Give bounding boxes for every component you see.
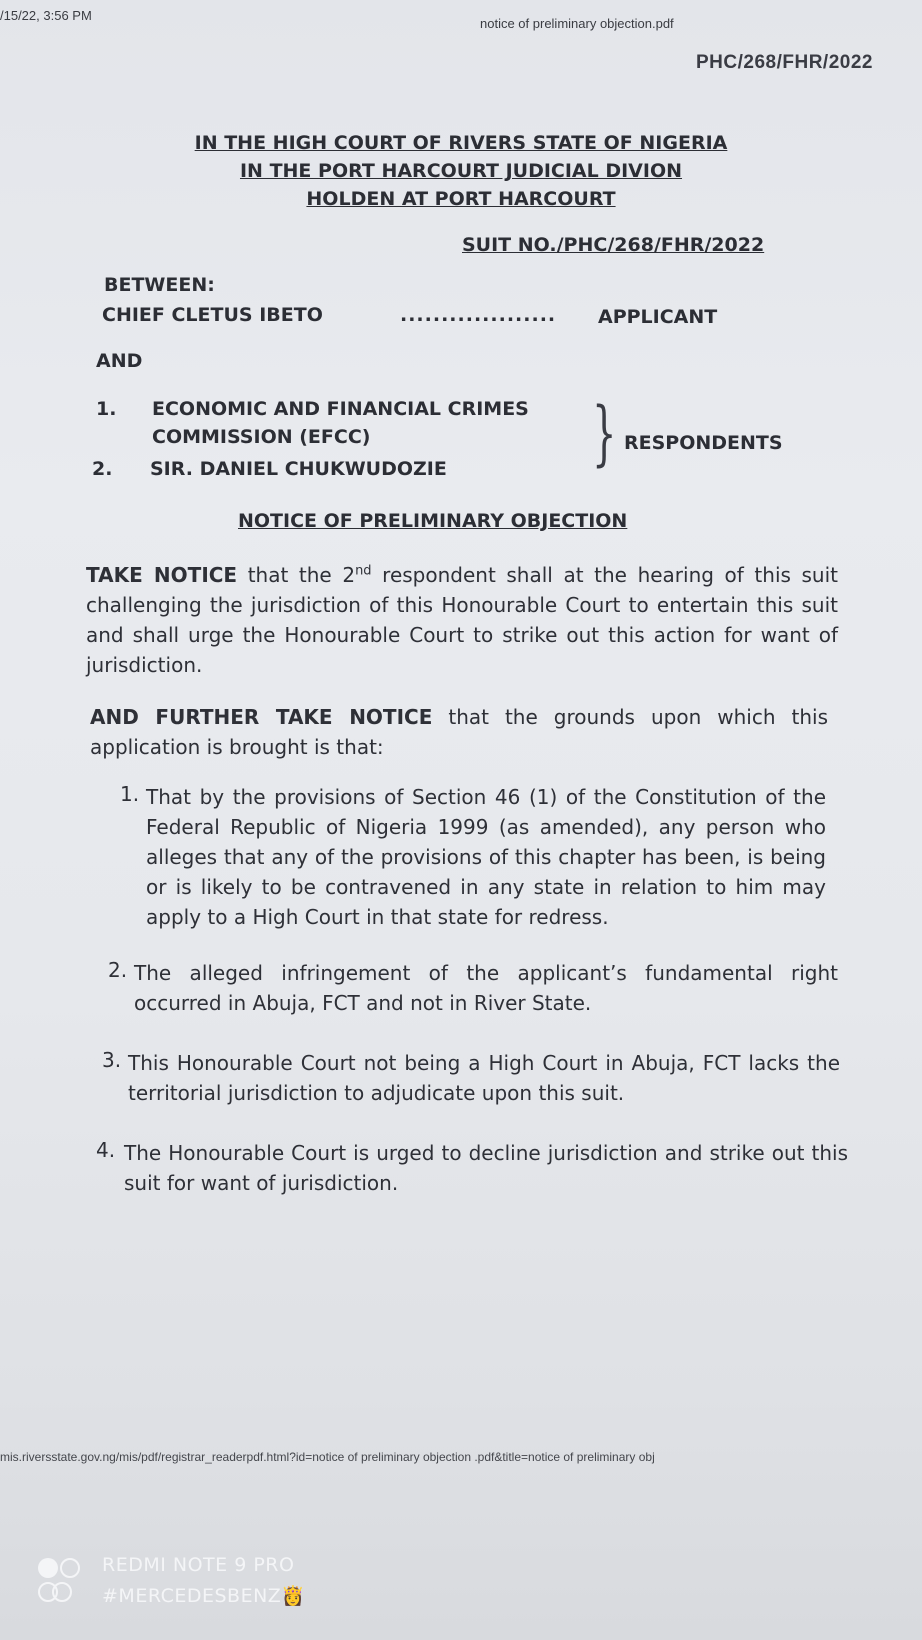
respondent-1-line1: ECONOMIC AND FINANCIAL CRIMES <box>152 398 529 420</box>
ground-1-text: That by the provisions of Section 46 (1) of the Constitution of the Federal Republic of Nigeria 1999 (as amended), any person who alleges that any of the provisions of this chapter has been, is being or is likely to be contravened in any state in relation to him may apply to a High Court in that state for redress. <box>146 785 826 929</box>
ground-3-number: 3. <box>102 1048 122 1072</box>
source-url: mis.riversstate.gov.ng/mis/pdf/registrar_readerpdf.html?id=notice of preliminary objection .pdf&title=notice of preliminary obj <box>0 1450 655 1464</box>
grouping-brace: } <box>592 392 617 474</box>
camera-logo-icon <box>38 1556 84 1606</box>
suit-number: SUIT NO./PHC/268/FHR/2022 <box>462 234 765 256</box>
between-label: BETWEEN: <box>104 274 215 296</box>
print-timestamp: /15/22, 3:56 PM <box>0 8 92 23</box>
reference-number: PHC/268/FHR/2022 <box>696 52 873 73</box>
ground-4-number: 4. <box>96 1138 116 1162</box>
further-notice-text: that the grounds upon which this application is brought is that: <box>90 705 828 759</box>
take-notice-lead: TAKE NOTICE <box>86 563 238 587</box>
notice-title: NOTICE OF PRELIMINARY OBJECTION <box>238 510 628 532</box>
court-title-line1: IN THE HIGH COURT OF RIVERS STATE OF NIGERIA <box>194 132 728 154</box>
take-notice-text-b: respondent shall at the hearing of this suit challenging the jurisdiction of this Honourable Court to entertain this suit and shall urge the Honourable Court to strike out this action for want of jurisdiction. <box>86 563 839 677</box>
further-notice-lead: AND FURTHER TAKE NOTICE <box>90 705 433 729</box>
dotted-leader: ................... <box>400 304 557 326</box>
watermark-device: REDMI NOTE 9 PRO <box>102 1554 295 1576</box>
court-title-line2: IN THE PORT HARCOURT JUDICIAL DIVION <box>239 160 683 182</box>
respondents-label: RESPONDENTS <box>624 432 783 454</box>
take-notice-text-a: that the 2 <box>237 563 356 587</box>
ground-3-text: This Honourable Court not being a High Court in Abuja, FCT lacks the territorial jurisdiction to adjudicate upon this suit. <box>128 1051 840 1105</box>
applicant-name: CHIEF CLETUS IBETO <box>102 304 323 326</box>
further-notice-paragraph <box>90 702 828 762</box>
file-title: notice of preliminary objection.pdf <box>480 16 674 31</box>
ground-1-number: 1. <box>120 782 140 806</box>
respondent-1-number: 1. <box>96 398 117 420</box>
ground-2-number: 2. <box>108 958 128 982</box>
ground-4-text: The Honourable Court is urged to decline jurisdiction and strike out this suit for want of jurisdiction. <box>124 1141 848 1195</box>
watermark-tag <box>102 1584 305 1607</box>
applicant-label: APPLICANT <box>598 306 718 328</box>
respondent-1-line2: COMMISSION (EFCC) <box>152 426 371 448</box>
ground-2-text: The alleged infringement of the applicant’s fundamental right occurred in Abuja, FCT and not in River State. <box>134 961 838 1015</box>
respondent-2-name: SIR. DANIEL CHUKWUDOZIE <box>150 458 447 480</box>
take-notice-paragraph <box>86 560 838 680</box>
respondent-2-number: 2. <box>92 458 113 480</box>
watermark-tag-text: #MERCEDESBENZ <box>102 1585 282 1607</box>
and-label: AND <box>96 350 143 372</box>
princess-emoji-icon: 👸 <box>281 1585 306 1607</box>
ordinal-suffix: nd <box>355 563 372 579</box>
court-title-line3: HOLDEN AT PORT HARCOURT <box>306 188 616 210</box>
